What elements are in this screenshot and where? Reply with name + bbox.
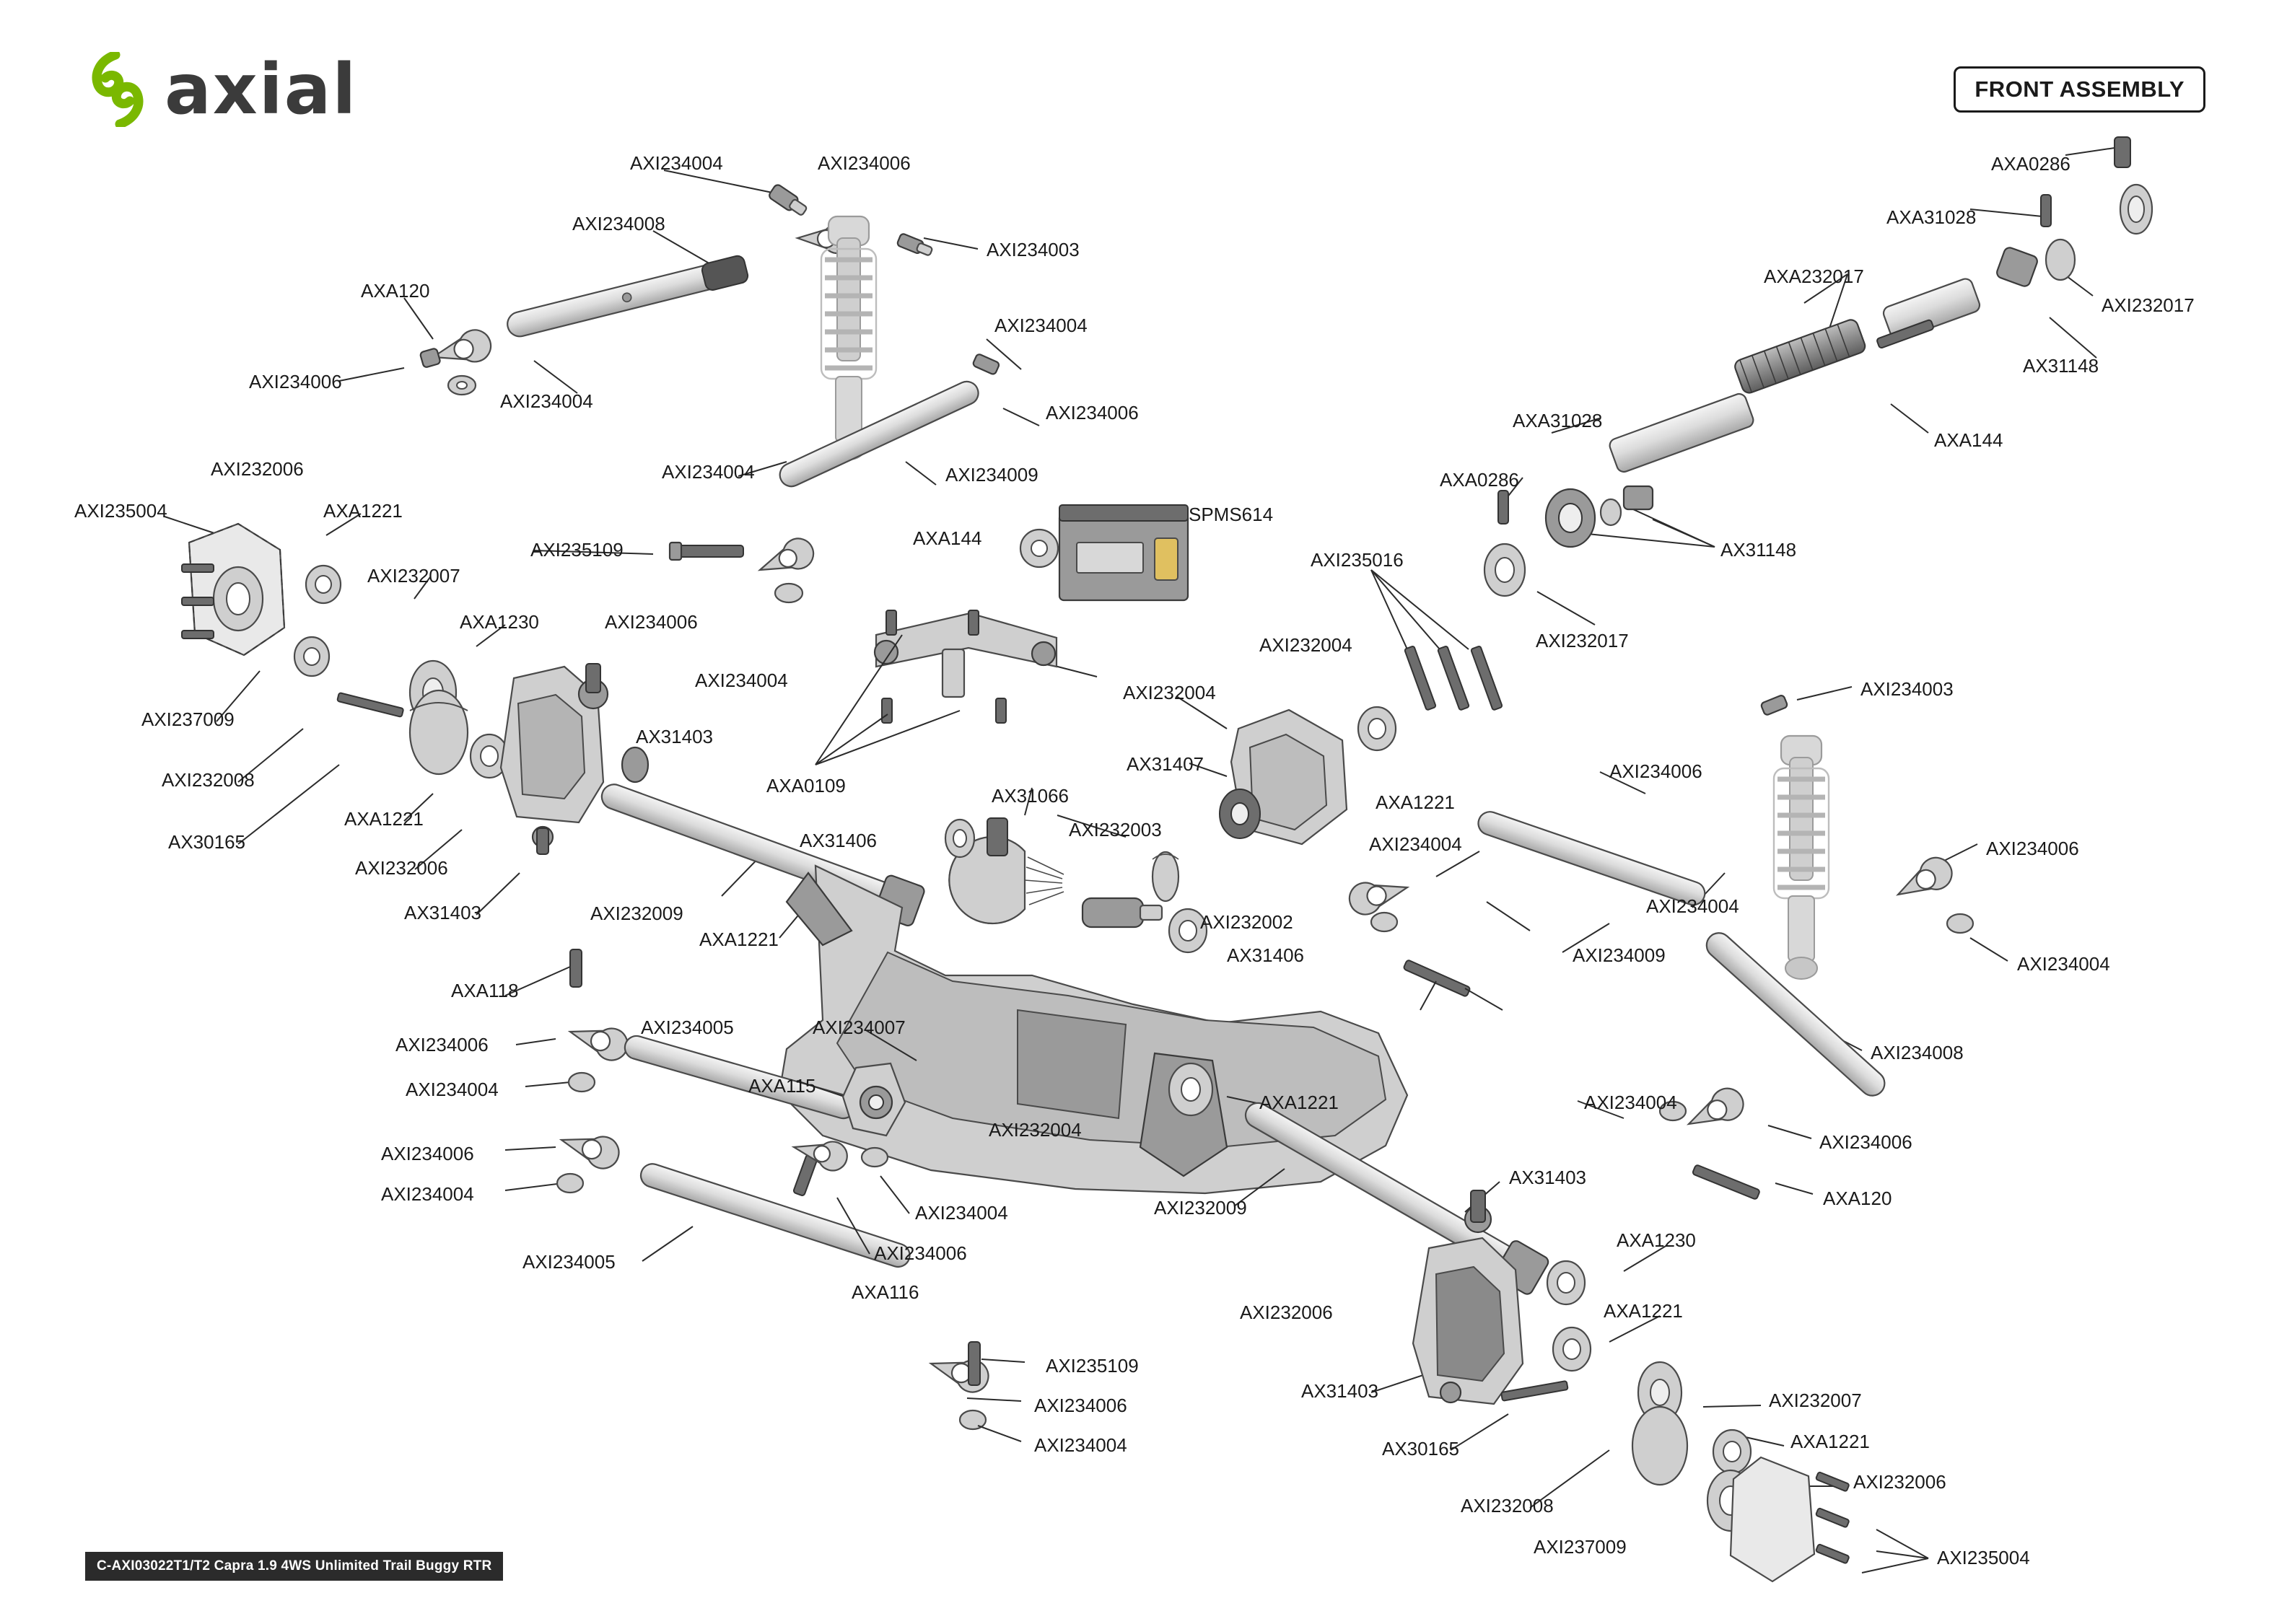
callout-label: AX30165: [168, 831, 245, 853]
callout-label: AXI234006: [1819, 1131, 1912, 1153]
callout-label: AXI234009: [1573, 944, 1666, 966]
callout-label: AXI232006: [1240, 1302, 1333, 1323]
callout-label: AXI232007: [367, 565, 460, 587]
callout-label: AXI234004: [2017, 953, 2110, 975]
callout-label: AXI235016: [1311, 549, 1404, 571]
callout-label: AXI234004: [1646, 895, 1739, 917]
callout-label: AXA1230: [460, 611, 539, 633]
callout-label: AXI235109: [1046, 1355, 1139, 1377]
callout-label: AXI232007: [1769, 1390, 1862, 1411]
callout-label: AXI234003: [1860, 678, 1954, 700]
callout-label: AXA0286: [1440, 469, 1519, 491]
callout-label: AXI232006: [1853, 1471, 1946, 1493]
callout-label: AXI234006: [1046, 402, 1139, 423]
callout-label: AXI237009: [141, 708, 235, 730]
callout-label: AXA1221: [323, 500, 403, 522]
callout-label: AXI232006: [355, 857, 448, 879]
callout-label: AXI234006: [874, 1242, 967, 1264]
callout-label: AXI234004: [662, 461, 755, 483]
callout-label: AXA115: [748, 1075, 816, 1097]
part-servo: [815, 505, 1188, 765]
callout-label: AXI234006: [1609, 760, 1702, 782]
callout-label: AXI235004: [74, 500, 167, 522]
callout-label: AXI234006: [395, 1034, 489, 1055]
callout-label: AXI234004: [381, 1183, 474, 1205]
callout-label: AXI234003: [987, 239, 1080, 260]
callout-label: AXI232017: [2102, 294, 2195, 316]
callout-label: AXA1221: [344, 808, 424, 830]
callout-label: AXI232004: [989, 1119, 1082, 1141]
callout-label: AXA1221: [699, 929, 779, 950]
callout-label: AXA232017: [1764, 265, 1864, 287]
callout-label: AXA1221: [1259, 1092, 1339, 1113]
callout-label: AXI232008: [162, 769, 255, 791]
part-front-shock-right: [1760, 687, 1852, 979]
callout-label: AX31403: [1509, 1167, 1586, 1188]
callout-label: AXI232006: [211, 458, 304, 480]
callout-label: AXI234004: [1369, 833, 1462, 855]
footer-caption: C-AXI03022T1/T2 Capra 1.9 4WS Unlimited Trail Buggy RTR: [85, 1552, 503, 1581]
callout-label: AXI234006: [381, 1143, 474, 1164]
callout-label: AXA1221: [1376, 791, 1455, 813]
callout-label: AXI234004: [695, 670, 788, 691]
callout-label: SPMS614: [1189, 504, 1274, 525]
callout-label: AX31406: [800, 830, 877, 851]
callout-label: AX31148: [2023, 355, 2099, 377]
callout-label: AXI234004: [1034, 1434, 1127, 1456]
callout-label: AXI234008: [572, 213, 665, 234]
callout-label: AX31407: [1127, 753, 1204, 775]
part-front-differential: [945, 570, 1503, 952]
part-top-right-driveshaft: [1484, 137, 2152, 625]
callout-label: AXA1221: [1790, 1431, 1870, 1452]
callout-label: AXI232004: [1123, 682, 1216, 703]
callout-label: AXI235004: [1937, 1547, 2030, 1568]
callout-label: AXI234005: [522, 1251, 616, 1273]
callout-label: AXI234004: [500, 390, 593, 412]
callout-label: AXI234006: [1034, 1395, 1127, 1416]
callout-label: AX31148: [1720, 539, 1797, 561]
callout-label: AXI234006: [249, 371, 342, 392]
callout-label: AXA0109: [766, 775, 846, 796]
callout-label: AXI237009: [1534, 1536, 1627, 1558]
callout-label: AXA120: [1823, 1188, 1892, 1209]
callout-label: AXA144: [913, 527, 982, 549]
callout-label: AXI234004: [994, 315, 1088, 336]
callout-label: AXI234006: [1986, 838, 2079, 859]
callout-label: AXI234004: [630, 152, 723, 174]
callout-label: AX31403: [404, 902, 481, 923]
axial-wordmark: axial: [165, 49, 358, 130]
callout-label: AXA120: [361, 280, 430, 302]
callout-label: AXA31028: [1886, 206, 1977, 228]
callout-label: AXI234005: [641, 1017, 734, 1038]
callout-label: AX31066: [992, 785, 1069, 807]
callout-label: AXI232003: [1069, 819, 1162, 840]
callout-label: AXA118: [451, 980, 519, 1001]
callout-label: AX31403: [636, 726, 713, 747]
callout-label: AXI232009: [590, 903, 683, 924]
callout-label: AXI234006: [818, 152, 911, 174]
callout-label: AXI235109: [530, 539, 624, 561]
callout-label: AXI232009: [1154, 1197, 1247, 1219]
callout-label: AXA1221: [1604, 1300, 1683, 1322]
callout-label: AXI234006: [605, 611, 698, 633]
callout-label: AXI234007: [813, 1017, 906, 1038]
assembly-title: FRONT ASSEMBLY: [1954, 66, 2205, 113]
callout-label: AXA144: [1934, 429, 2003, 451]
callout-label: AXI232002: [1200, 911, 1293, 933]
callout-label: AXI232004: [1259, 634, 1352, 656]
callout-label: AXI234008: [1871, 1042, 1964, 1063]
callout-label: AXI234004: [915, 1202, 1008, 1224]
callout-label: AXA116: [852, 1281, 919, 1303]
callout-label: AXA31028: [1513, 410, 1603, 431]
callout-label: AX31406: [1227, 944, 1304, 966]
callout-label: AXA0286: [1991, 153, 2070, 175]
callout-label: AXI234009: [945, 464, 1038, 486]
callout-label: AXI234004: [1584, 1092, 1677, 1113]
callout-label: AXI234004: [406, 1079, 499, 1100]
callout-label: AX31403: [1301, 1380, 1378, 1402]
callout-label: AXI232008: [1461, 1495, 1554, 1517]
callout-label: AXA1230: [1617, 1229, 1696, 1251]
callout-label: AXI232017: [1536, 630, 1629, 651]
callout-label: AX30165: [1382, 1438, 1459, 1460]
